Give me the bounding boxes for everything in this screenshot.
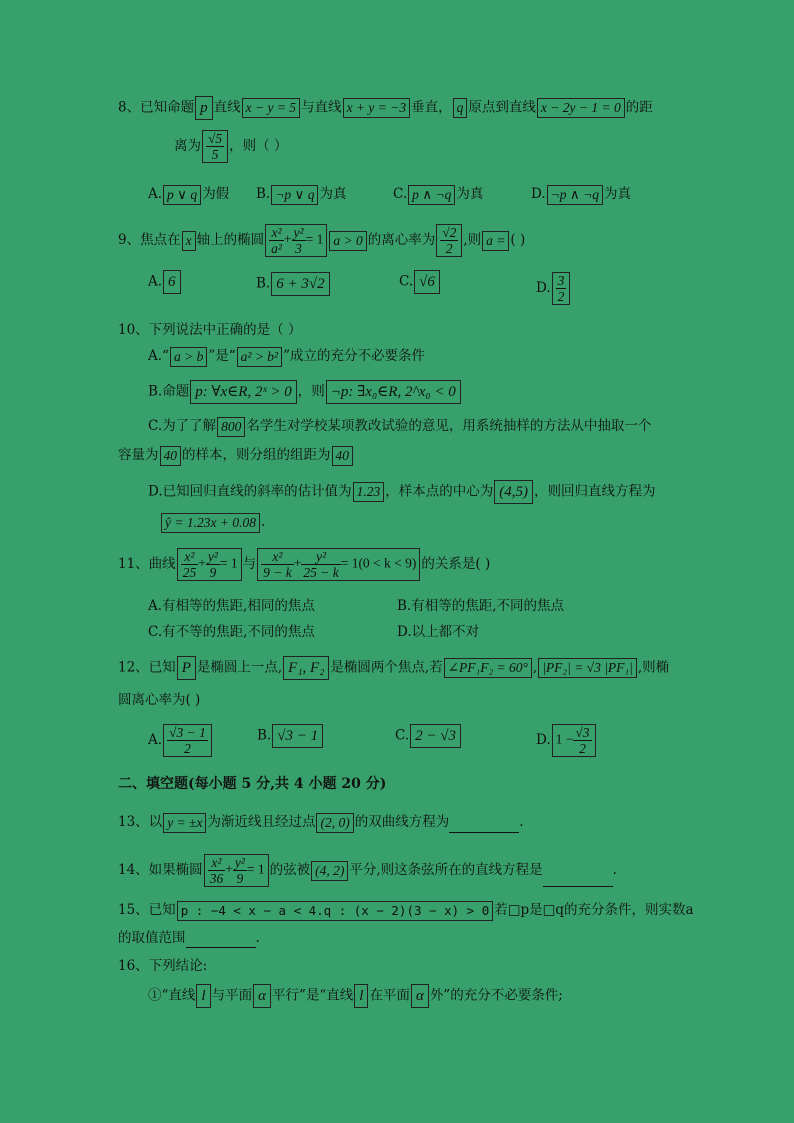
section-heading: 二、填空题(每小题 5 分,共 4 小题 20 分) bbox=[118, 776, 387, 792]
q10-title: 10、下列说法中正确的是（ ） bbox=[118, 322, 302, 338]
q9-option-a: A. 6 bbox=[148, 270, 182, 294]
math-box: (4,5) bbox=[494, 480, 533, 504]
q16-title: 16、下列结论: bbox=[118, 958, 208, 974]
q8-option-d: D. ¬p ∧ ¬q 为真 bbox=[531, 184, 631, 205]
math-box: 1.23 bbox=[353, 482, 385, 502]
math-box: a > 0 bbox=[329, 231, 366, 251]
q12-line2: 圆离心率为( ) bbox=[118, 692, 201, 708]
math-box: (2, 0) bbox=[316, 813, 353, 833]
answer-blank bbox=[186, 933, 256, 948]
math-box: x − 2y − 1 = 0 bbox=[537, 98, 625, 118]
math-box: (4, 2) bbox=[311, 861, 348, 881]
q12-option-d: D. 1 − $\frac{√3}{2}$ bbox=[536, 724, 597, 757]
q11-line1: 11、曲线 $\frac{\text{x²}}{25}$ + $\frac{\text{y²}}{9}$ = 1 与 $\frac{\text{x²}}{9 - k}$ + $\frac{\text{y²}}{25 - k}$ = 1(0 < k < 9) 的关系是( ) bbox=[118, 549, 491, 580]
math-box: l bbox=[354, 984, 368, 1008]
math-box: a > b bbox=[170, 347, 207, 367]
math-box: ¬p ∧ ¬q bbox=[547, 185, 603, 205]
ellipse-equation-box: $\frac{\text{x²}}{\text{a²}}$ + $\frac{\text{y²}}{3}$ = 1 bbox=[265, 224, 327, 257]
math-box: p : −4 < x − a < 4.q : (x − 2)(3 − x) > 0 bbox=[177, 901, 494, 921]
fraction-box: $\frac{3}{2}$ bbox=[552, 272, 571, 305]
math-box: a² > b² bbox=[237, 347, 282, 367]
math-box: x + y = −3 bbox=[343, 98, 411, 118]
math-box: p bbox=[195, 96, 213, 120]
q14-line: 14、如果椭圆 $\frac{\text{x²}}{36}$ + $\frac{\text{y²}}{9}$ = 1 的弦被 (4, 2) 平分,则这条弦所在的直线方程是 . bbox=[118, 855, 617, 886]
math-box: y = ±x bbox=[163, 813, 206, 833]
q10-option-c-line2: 容量为 40 的样本，则分组的组距为 40 bbox=[118, 445, 354, 466]
q15-line1: 15、已知 p : −4 < x − a < 4.q : (x − 2)(3 − x) > 0 若□p是□q的充分条件，则实数a bbox=[118, 900, 694, 921]
q8-line1: 8、已知命题 p 直线 x − y = 5 与直线 x + y = −3 垂直， q 原点到直线 x − 2y − 1 = 0 的距 bbox=[118, 96, 653, 120]
answer-blank bbox=[449, 818, 519, 833]
math-box: 6 bbox=[163, 270, 181, 294]
math-box: p ∧ ¬q bbox=[408, 185, 455, 205]
q9-option-b: B. 6 + 3√2 bbox=[256, 272, 331, 296]
q8-line2: 离为 $\frac{√5}{5}$ ，则（ ） bbox=[174, 131, 288, 162]
q8-option-a: A. p ∨ q 为假 bbox=[148, 184, 229, 205]
math-box: √6 bbox=[414, 270, 440, 294]
math-box: q bbox=[453, 98, 468, 118]
math-box: x bbox=[182, 231, 196, 251]
fraction-box: 1 − $\frac{√3}{2}$ bbox=[552, 724, 596, 757]
q12-option-c: C. 2 − √3 bbox=[395, 724, 462, 748]
q10-option-d-line1: D.已知回归直线的斜率的估计值为 1.23 ，样本点的中心为 (4,5) ，则回归直线方程为 bbox=[148, 480, 656, 504]
math-box: ¬p: ∃x₀∈R, 2^x₀ < 0 bbox=[326, 380, 461, 404]
math-box: 800 bbox=[217, 417, 245, 437]
math-box: 6 + 3√2 bbox=[271, 272, 329, 296]
q11-option-d: D.以上都不对 bbox=[397, 624, 480, 640]
fraction-box: $\frac{√5}{5}$ bbox=[202, 130, 228, 163]
q8-text: 8、已知命题 bbox=[118, 99, 195, 116]
q8-option-b: B. ¬p ∨ q 为真 bbox=[256, 184, 346, 205]
math-box: l bbox=[196, 984, 210, 1008]
q10-option-b: B.命题 p: ∀x∈R, 2ˣ > 0 ，则 ¬p: ∃x₀∈R, 2^x₀ < 0 bbox=[148, 380, 462, 404]
math-box: √3 − 1 bbox=[272, 724, 323, 748]
math-box: ¬p ∨ q bbox=[271, 185, 318, 205]
ellipse-equation-box: $\frac{\text{x²}}{9 - k}$ + $\frac{\text{y²}}{25 - k}$ = 1(0 < k < 9) bbox=[257, 548, 420, 581]
math-box: a = bbox=[482, 231, 509, 251]
math-box: |PF₂| = √3 |PF₁| bbox=[538, 658, 637, 678]
ellipse-equation-box: $\frac{\text{x²}}{36}$ + $\frac{\text{y²}}{9}$ = 1 bbox=[204, 854, 269, 887]
math-box: ŷ = 1.23x + 0.08 bbox=[161, 513, 260, 533]
q13-line: 13、以 y = ±x 为渐近线且经过点 (2, 0) 的双曲线方程为 . bbox=[118, 812, 524, 833]
q8-option-c: C. p ∧ ¬q 为真 bbox=[393, 184, 483, 205]
q10-option-c-line1: C.为了了解 800 名学生对学校某项教改试验的意见，用系统抽样的方法从中抽取一个 bbox=[148, 416, 651, 437]
math-box: x − y = 5 bbox=[242, 98, 300, 118]
math-box: 40 bbox=[160, 446, 182, 466]
math-box: α bbox=[411, 984, 429, 1008]
math-box: p ∨ q bbox=[163, 185, 201, 205]
math-box: 2 − √3 bbox=[410, 724, 461, 748]
q9-option-c: C. √6 bbox=[399, 270, 441, 294]
math-box: F₁, F₂ bbox=[283, 656, 329, 680]
math-box: P bbox=[177, 656, 196, 680]
q12-option-b: B. √3 − 1 bbox=[257, 724, 324, 748]
q9-option-d: D. $\frac{3}{2}$ bbox=[536, 272, 571, 305]
fraction-box: $\frac{√2}{2}$ bbox=[436, 224, 462, 257]
q16-item-1: ①“直线 l 与平面 α 平行”是“直线 l 在平面 α 外”的充分不必要条件; bbox=[148, 984, 563, 1008]
math-box: p: ∀x∈R, 2ˣ > 0 bbox=[190, 380, 297, 404]
answer-blank bbox=[543, 872, 613, 887]
q10-option-d-line2: ŷ = 1.23x + 0.08 . bbox=[160, 512, 265, 533]
math-box: ∠PF₁F₂ = 60° bbox=[444, 658, 532, 678]
q9-line1: 9、焦点在 x 轴上的椭圆 $\frac{\text{x²}}{\text{a²}}$ + $\frac{\text{y²}}{3}$ = 1 a > 0 的离心率为 $\frac{√2}{2}$ ,则 a = ( ) bbox=[118, 225, 526, 256]
q10-option-a: A.“ a > b ”是“ a² > b² ”成立的充分不必要条件 bbox=[148, 346, 425, 367]
math-box: α bbox=[253, 984, 271, 1008]
q11-option-c: C.有不等的焦距,不同的焦点 bbox=[148, 624, 315, 640]
q12-line1: 12、已知 P 是椭圆上一点, F₁, F₂ 是椭圆两个焦点,若 ∠PF₁F₂ = 60° , |PF₂| = √3 |PF₁| ,则椭 bbox=[118, 656, 669, 680]
q11-option-b: B.有相等的焦距,不同的焦点 bbox=[397, 598, 565, 614]
math-box: 40 bbox=[332, 446, 354, 466]
fraction-box: $\frac{√3 - 1}{2}$ bbox=[163, 724, 212, 757]
ellipse-equation-box: $\frac{\text{x²}}{25}$ + $\frac{\text{y²}}{9}$ = 1 bbox=[177, 548, 242, 581]
q11-option-a: A.有相等的焦距,相同的焦点 bbox=[148, 598, 315, 614]
q15-line2: 的取值范围 . bbox=[118, 930, 260, 946]
q12-option-a: A. $\frac{√3 - 1}{2}$ bbox=[148, 724, 213, 757]
